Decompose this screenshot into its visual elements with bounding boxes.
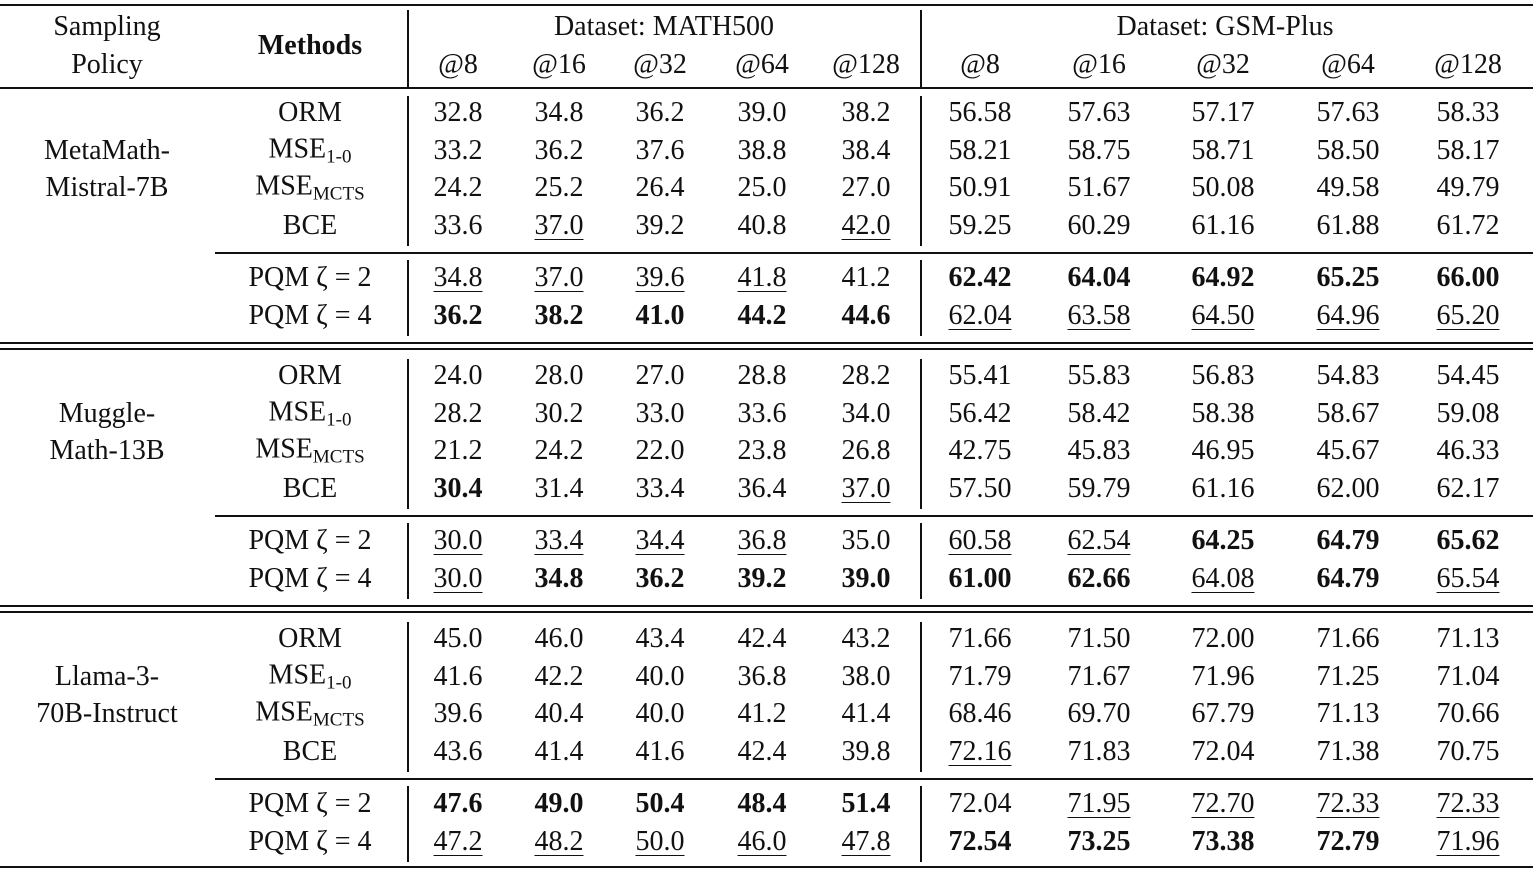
group-double-rule-bottom [0,348,1533,350]
table-cell: 27.0 [635,360,685,391]
group-double-rule-top [0,342,1533,344]
body-vline-1 [407,622,409,772]
table-cell: 44.6 [841,300,891,331]
table-cell: 43.6 [433,736,483,767]
header-rule [0,87,1533,89]
header-k-gsmplus: @128 [1434,49,1502,80]
table-cell: 35.0 [841,525,891,556]
table-cell: 67.79 [1191,698,1255,729]
table-cell: 47.8 [841,826,891,857]
method-name: $MSE_{MCTS}$ [255,696,365,731]
table-cell: 71.83 [1067,736,1131,767]
table-cell: 50.91 [948,172,1012,203]
table-cell: 72.33 [1316,788,1380,819]
table-cell: 64.25 [1191,525,1255,556]
table-cell: 72.54 [948,826,1012,857]
table-cell: 49.0 [534,788,584,819]
table-cell: 26.4 [635,172,685,203]
table-cell: 36.4 [737,473,787,504]
table-cell: 40.0 [635,661,685,692]
table-cell: 60.29 [1067,210,1131,241]
table-cell: 33.4 [635,473,685,504]
table-cell: 36.2 [534,135,584,166]
table-cell: 58.38 [1191,398,1255,429]
header-k-gsmplus: @64 [1321,49,1375,80]
method-name: $MSE_{1-0}$ [268,133,352,168]
method-name: PQM ζ = 2 [248,262,372,293]
table-cell: 51.67 [1067,172,1131,203]
table-cell: 72.04 [1191,736,1255,767]
table-cell: 39.0 [841,563,891,594]
table-cell: 39.2 [635,210,685,241]
table-cell: 64.08 [1191,563,1255,594]
table-cell: 39.2 [737,563,787,594]
table-cell: 71.25 [1316,661,1380,692]
method-name: BCE [282,210,338,241]
table-cell: 64.04 [1067,262,1131,293]
header-k-math500: @8 [438,49,478,80]
table-cell: 72.79 [1316,826,1380,857]
table-cell: 71.13 [1436,623,1500,654]
table-cell: 47.6 [433,788,483,819]
table-cell: 58.50 [1316,135,1380,166]
table-cell: 25.2 [534,172,584,203]
policy-name-line2: Mistral-7B [45,172,169,203]
body-vline-2 [920,96,922,246]
group-double-rule-top [0,605,1533,607]
table-cell: 24.2 [534,435,584,466]
table-cell: 25.0 [737,172,787,203]
table-cell: 50.08 [1191,172,1255,203]
table-cell: 49.79 [1436,172,1500,203]
body-vline-2 [920,622,922,772]
table-cell: 62.17 [1436,473,1500,504]
table-cell: 30.0 [433,525,483,556]
table-cell: 41.4 [841,698,891,729]
method-name: BCE [282,473,338,504]
table-cell: 48.4 [737,788,787,819]
table-cell: 60.58 [948,525,1012,556]
table-cell: 71.13 [1316,698,1380,729]
table-cell: 38.2 [534,300,584,331]
table-cell: 65.62 [1436,525,1500,556]
table-cell: 36.2 [433,300,483,331]
table-cell: 37.0 [841,473,891,504]
table-cell: 56.83 [1191,360,1255,391]
method-name: ORM [278,360,342,391]
header-k-gsmplus: @16 [1072,49,1126,80]
table-cell: 38.4 [841,135,891,166]
group-double-rule-bottom [0,611,1533,613]
table-cell: 58.17 [1436,135,1500,166]
table-cell: 41.2 [841,262,891,293]
table-cell: 28.2 [841,360,891,391]
method-name: PQM ζ = 4 [248,563,372,594]
table-cell: 36.2 [635,97,685,128]
table-cell: 32.8 [433,97,483,128]
table-cell: 22.0 [635,435,685,466]
table-cell: 65.54 [1436,563,1500,594]
body-vline-2 [920,260,922,336]
table-cell: 51.4 [841,788,891,819]
header-dataset-math500: Dataset: MATH500 [553,11,775,42]
body-vline-1 [407,786,409,862]
table-cell: 71.79 [948,661,1012,692]
table-cell: 58.71 [1191,135,1255,166]
header-policy-line1: Sampling [53,11,161,42]
table-cell: 43.2 [841,623,891,654]
table-cell: 28.8 [737,360,787,391]
table-cell: 71.38 [1316,736,1380,767]
table-cell: 34.8 [534,97,584,128]
table-cell: 62.00 [1316,473,1380,504]
table-cell: 62.42 [948,262,1012,293]
policy-name-line1: Muggle- [58,398,156,429]
table-cell: 71.50 [1067,623,1131,654]
table-cell: 26.8 [841,435,891,466]
group-midrule [215,778,1533,780]
table-cell: 34.0 [841,398,891,429]
method-name: BCE [282,736,338,767]
table-cell: 65.20 [1436,300,1500,331]
method-name: ORM [278,97,342,128]
table-cell: 62.66 [1067,563,1131,594]
table-cell: 28.2 [433,398,483,429]
header-k-math500: @128 [832,49,900,80]
table-cell: 36.8 [737,525,787,556]
policy-name-line2: 70B-Instruct [36,698,178,729]
table-cell: 64.50 [1191,300,1255,331]
table-cell: 58.67 [1316,398,1380,429]
table-cell: 34.8 [534,563,584,594]
table-cell: 46.95 [1191,435,1255,466]
table-cell: 38.2 [841,97,891,128]
table-cell: 62.54 [1067,525,1131,556]
table-cell: 40.0 [635,698,685,729]
table-cell: 41.8 [737,262,787,293]
method-subscript: 1-0 [326,672,352,694]
table-cell: 55.83 [1067,360,1131,391]
method-subscript: 1-0 [326,409,352,431]
table-cell: 59.08 [1436,398,1500,429]
table-cell: 36.8 [737,661,787,692]
table-cell: 56.58 [948,97,1012,128]
method-name: PQM ζ = 4 [248,826,372,857]
table-cell: 50.0 [635,826,685,857]
method-name: PQM ζ = 2 [248,788,372,819]
table-cell: 54.83 [1316,360,1380,391]
table-cell: 30.2 [534,398,584,429]
table-cell: 71.04 [1436,661,1500,692]
method-name: $MSE_{MCTS}$ [255,170,365,205]
table-cell: 21.2 [433,435,483,466]
table-cell: 33.4 [534,525,584,556]
header-methods: Methods [257,30,363,61]
table-cell: 71.66 [1316,623,1380,654]
table-cell: 40.8 [737,210,787,241]
table-cell: 71.67 [1067,661,1131,692]
table-cell: 24.0 [433,360,483,391]
table-cell: 33.6 [737,398,787,429]
header-k-gsmplus: @32 [1196,49,1250,80]
method-name: $MSE_{1-0}$ [268,396,352,431]
table-cell: 73.38 [1191,826,1255,857]
table-cell: 30.4 [433,473,483,504]
table-cell: 72.04 [948,788,1012,819]
table-cell: 46.0 [737,826,787,857]
table-cell: 61.16 [1191,473,1255,504]
body-vline-2 [920,523,922,599]
policy-name-line1: Llama-3- [54,661,160,692]
table-cell: 40.4 [534,698,584,729]
table-cell: 65.25 [1316,262,1380,293]
method-name: PQM ζ = 4 [248,300,372,331]
table-cell: 38.0 [841,661,891,692]
table-cell: 33.0 [635,398,685,429]
table-cell: 63.58 [1067,300,1131,331]
body-vline-1 [407,523,409,599]
table-cell: 37.0 [534,210,584,241]
table-cell: 41.0 [635,300,685,331]
header-vline-2 [920,10,922,87]
table-cell: 45.0 [433,623,483,654]
table-cell: 36.2 [635,563,685,594]
header-k-gsmplus: @8 [960,49,1000,80]
table-cell: 46.33 [1436,435,1500,466]
table-cell: 49.58 [1316,172,1380,203]
table-cell: 23.8 [737,435,787,466]
table-cell: 66.00 [1436,262,1500,293]
table-cell: 39.6 [635,262,685,293]
table-cell: 70.75 [1436,736,1500,767]
table-cell: 45.67 [1316,435,1380,466]
table-cell: 57.63 [1316,97,1380,128]
policy-name-line2: Math-13B [49,435,165,466]
table-cell: 47.2 [433,826,483,857]
table-cell: 28.0 [534,360,584,391]
table-cell: 64.79 [1316,525,1380,556]
table-cell: 64.92 [1191,262,1255,293]
bottom-rule [0,866,1533,868]
method-subscript: MCTS [312,709,365,731]
top-rule [0,4,1533,6]
body-vline-1 [407,260,409,336]
body-vline-2 [920,786,922,862]
table-cell: 48.2 [534,826,584,857]
table-cell: 41.6 [635,736,685,767]
table-cell: 38.8 [737,135,787,166]
table-cell: 58.21 [948,135,1012,166]
table-cell: 34.8 [433,262,483,293]
method-subscript: MCTS [312,183,365,205]
header-k-math500: @32 [633,49,687,80]
table-cell: 37.6 [635,135,685,166]
table-cell: 73.25 [1067,826,1131,857]
table-cell: 71.96 [1436,826,1500,857]
table-cell: 61.00 [948,563,1012,594]
table-cell: 43.4 [635,623,685,654]
table-cell: 58.42 [1067,398,1131,429]
table-cell: 69.70 [1067,698,1131,729]
table-cell: 55.41 [948,360,1012,391]
table-cell: 57.17 [1191,97,1255,128]
table-cell: 59.25 [948,210,1012,241]
table-cell: 44.2 [737,300,787,331]
method-subscript: 1-0 [326,146,352,168]
group-midrule [215,252,1533,254]
table-cell: 64.79 [1316,563,1380,594]
body-vline-1 [407,96,409,246]
table-cell: 33.6 [433,210,483,241]
header-k-math500: @64 [735,49,789,80]
table-cell: 41.4 [534,736,584,767]
table-cell: 72.00 [1191,623,1255,654]
table-cell: 41.2 [737,698,787,729]
table-cell: 72.70 [1191,788,1255,819]
body-vline-2 [920,359,922,509]
table-cell: 45.83 [1067,435,1131,466]
table-cell: 41.6 [433,661,483,692]
table-cell: 56.42 [948,398,1012,429]
table-cell: 72.16 [948,736,1012,767]
table-cell: 61.72 [1436,210,1500,241]
table-cell: 57.63 [1067,97,1131,128]
method-name: PQM ζ = 2 [248,525,372,556]
body-vline-1 [407,359,409,509]
table-cell: 71.96 [1191,661,1255,692]
table-cell: 27.0 [841,172,891,203]
method-name: $MSE_{MCTS}$ [255,433,365,468]
method-name: $MSE_{1-0}$ [268,659,352,694]
table-cell: 72.33 [1436,788,1500,819]
table-cell: 39.6 [433,698,483,729]
table-cell: 33.2 [433,135,483,166]
header-vline-1 [407,10,409,87]
method-name: ORM [278,623,342,654]
table-cell: 50.4 [635,788,685,819]
table-cell: 34.4 [635,525,685,556]
table-cell: 61.16 [1191,210,1255,241]
table-cell: 58.33 [1436,97,1500,128]
table-cell: 24.2 [433,172,483,203]
table-cell: 58.75 [1067,135,1131,166]
table-cell: 42.4 [737,623,787,654]
table-cell: 42.75 [948,435,1012,466]
policy-name-line1: MetaMath- [44,135,170,166]
table-cell: 57.50 [948,473,1012,504]
table-cell: 71.66 [948,623,1012,654]
table-cell: 39.0 [737,97,787,128]
table-cell: 46.0 [534,623,584,654]
header-k-math500: @16 [532,49,586,80]
table-cell: 64.96 [1316,300,1380,331]
header-policy-line2: Policy [71,49,143,80]
table-cell: 30.0 [433,563,483,594]
table-cell: 42.4 [737,736,787,767]
table-cell: 42.0 [841,210,891,241]
table-cell: 42.2 [534,661,584,692]
table-cell: 54.45 [1436,360,1500,391]
method-subscript: MCTS [312,446,365,468]
table-cell: 31.4 [534,473,584,504]
table-cell: 61.88 [1316,210,1380,241]
table-cell: 59.79 [1067,473,1131,504]
table-cell: 39.8 [841,736,891,767]
table-cell: 68.46 [948,698,1012,729]
group-midrule [215,515,1533,517]
table-cell: 62.04 [948,300,1012,331]
table-cell: 37.0 [534,262,584,293]
table-cell: 70.66 [1436,698,1500,729]
header-dataset-gsmplus: Dataset: GSM-Plus [1116,11,1334,42]
table-cell: 71.95 [1067,788,1131,819]
